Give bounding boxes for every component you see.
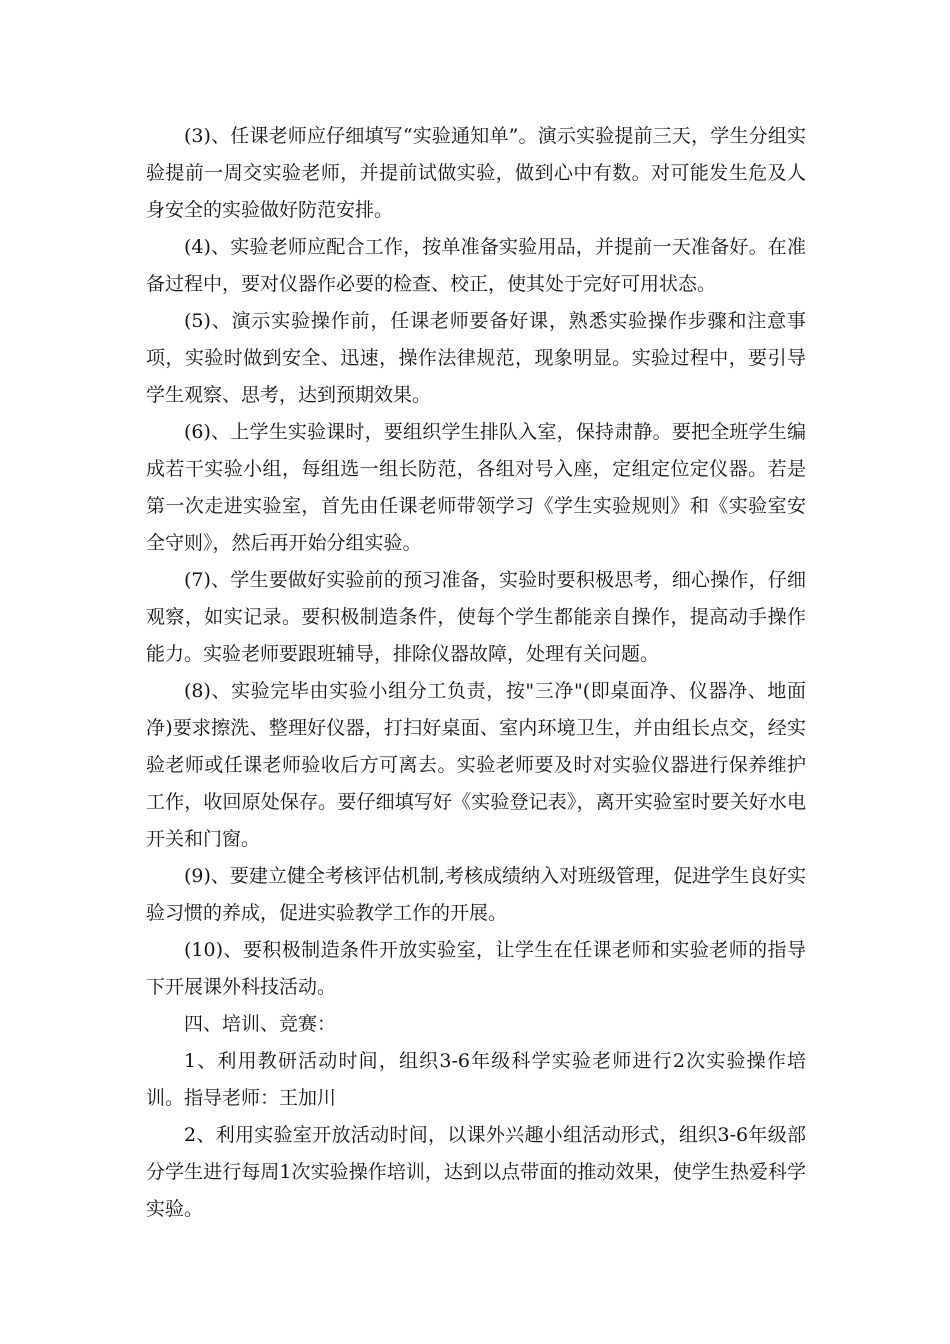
paragraph-item-8: (8)、实验完毕由实验小组分工负责，按"三净"(即桌面净、仪器净、地面净)要求擦洗、整理好仪器，打扫好桌面、室内环境卫生，并由组长点交，经实验老师或任课老师验收后方可离去。实验老师要及时对实验仪器进行保养维护工作，收回原处保存。要仔细填写好《实验登记表》，离开实验室时要关好水电开关和门窗。 [146,680,806,850]
paragraph-item-9: (9)、要建立健全考核评估机制,考核成绩纳入对班级管理，促进学生良好实验习惯的养成，促进实验教学工作的开展。 [146,865,806,924]
paragraph-item-7: (7)、学生要做好实验前的预习准备，实验时要积极思考，细心操作，仔细观察，如实记录。要积极制造条件，使每个学生都能亲自操作，提高动手操作能力。实验老师要跟班辅导，排除仪器故障，处理有关问题。 [146,569,806,665]
section-heading-training: 四、培训、竞赛： [184,1013,337,1035]
paragraph-item-4: (4)、实验老师应配合工作，按单准备实验用品，并提前一天准备好。在准备过程中，要对仪器作必要的检查、校正，使其处于完好可用状态。 [146,236,806,295]
training-item-2: 2、利用实验室开放活动时间，以课外兴趣小组活动形式，组织3-6年级部分学生进行每周1次实验操作培训，达到以点带面的推动效果，使学生热爱科学实验。 [146,1124,806,1220]
paragraph-item-10: (10)、要积极制造条件开放实验室，让学生在任课老师和实验老师的指导下开展课外科技活动。 [146,939,806,998]
training-item-1: 1、利用教研活动时间，组织3-6年级科学实验老师进行2次实验操作培训。指导老师：王加川 [146,1050,806,1109]
document-body [146,118,806,1228]
paragraph-item-5: (5)、演示实验操作前，任课老师要备好课，熟悉实验操作步骤和注意事项，实验时做到安全、迅速，操作法律规范，现象明显。实验过程中，要引导学生观察、思考，达到预期效果。 [146,310,806,406]
paragraph-item-3: (3)、任课老师应仔细填写“实验通知单”。演示实验提前三天，学生分组实验提前一周交实验老师，并提前试做实验，做到心中有数。对可能发生危及人身安全的实验做好防范安排。 [146,125,806,221]
paragraph-item-6: (6)、上学生实验课时，要组织学生排队入室，保持肃静。要把全班学生编成若干实验小组，每组选一组长防范，各组对号入座，定组定位定仪器。若是第一次走进实验室，首先由任课老师带领学习《学生实验规则》和《实验室安全守则》，然后再开始分组实验。 [146,421,806,554]
